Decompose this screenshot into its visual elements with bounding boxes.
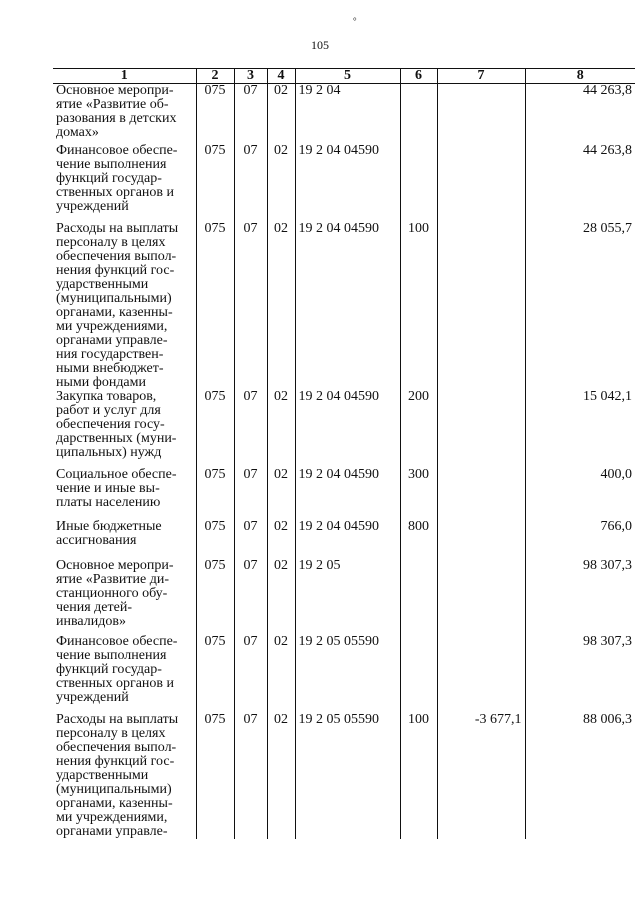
row-name-line: органами, казенны- bbox=[56, 795, 173, 811]
row-name-line: Основное меропри- bbox=[56, 557, 174, 573]
row-name-line: разования в детских bbox=[56, 111, 177, 126]
row-name bbox=[53, 468, 196, 520]
table-row bbox=[53, 468, 635, 520]
cell-target-article: 19 2 04 bbox=[295, 84, 400, 144]
cell-change-amount bbox=[437, 390, 525, 468]
cell-section: 07 bbox=[234, 84, 267, 144]
row-name-line: чение выполнения bbox=[56, 156, 167, 172]
row-name-line: обеспечения выпол- bbox=[56, 248, 177, 264]
cell-expense-type: 200 bbox=[400, 390, 437, 468]
cell-change-amount bbox=[437, 222, 525, 390]
row-name-line: Социальное обеспе- bbox=[56, 466, 177, 482]
table-header-row bbox=[53, 69, 635, 84]
cell-subsection: 02 bbox=[267, 144, 295, 222]
cell-expense-type: 800 bbox=[400, 520, 437, 559]
cell-expense-type: 100 bbox=[400, 713, 437, 839]
cell-total-amount: 98 307,3 bbox=[525, 559, 635, 635]
row-name-line: функций государ- bbox=[56, 170, 162, 186]
cell-change-amount bbox=[437, 144, 525, 222]
table-row bbox=[53, 520, 635, 559]
row-name bbox=[53, 635, 196, 713]
cell-section: 07 bbox=[234, 390, 267, 468]
cell-admin-code: 075 bbox=[196, 222, 234, 390]
cell-total-amount: 88 006,3 bbox=[525, 713, 635, 839]
cell-expense-type bbox=[400, 144, 437, 222]
row-name bbox=[53, 520, 196, 559]
cell-section: 07 bbox=[234, 222, 267, 390]
cell-subsection: 02 bbox=[267, 222, 295, 390]
table-body bbox=[53, 84, 635, 839]
row-name-line: учреждений bbox=[56, 689, 129, 705]
row-name-line: обеспечения выпол- bbox=[56, 739, 177, 755]
page-mark: ° bbox=[353, 16, 357, 26]
table-row bbox=[53, 713, 635, 839]
row-name bbox=[53, 84, 196, 144]
cell-subsection: 02 bbox=[267, 713, 295, 839]
row-name-line: органами, казенны- bbox=[56, 304, 173, 320]
row-name-line: Расходы на выплаты bbox=[56, 220, 179, 236]
cell-expense-type bbox=[400, 84, 437, 144]
row-name-line: ятие «Развитие ди- bbox=[56, 571, 169, 587]
row-name-line: органами управле- bbox=[56, 823, 168, 839]
row-name-line: органами управле- bbox=[56, 332, 168, 348]
row-name-line: платы населению bbox=[56, 494, 161, 510]
row-name-line: чения детей- bbox=[56, 599, 133, 615]
row-name-line: ными фондами bbox=[56, 374, 147, 390]
cell-total-amount: 98 307,3 bbox=[525, 635, 635, 713]
row-name-line: дарственных (муни- bbox=[56, 430, 177, 446]
table-row bbox=[53, 222, 635, 390]
table-row bbox=[53, 390, 635, 468]
cell-section: 07 bbox=[234, 144, 267, 222]
page-number: 105 bbox=[311, 38, 329, 52]
cell-target-article: 19 2 04 04590 bbox=[295, 222, 400, 390]
row-name-line: домах» bbox=[56, 125, 99, 140]
cell-total-amount: 15 042,1 bbox=[525, 390, 635, 468]
table-row bbox=[53, 635, 635, 713]
row-name-line: ударственными bbox=[56, 767, 149, 783]
row-name-line: ственных органов и bbox=[56, 184, 175, 200]
row-name bbox=[53, 713, 196, 839]
row-name-line: персоналу в целях bbox=[56, 234, 166, 250]
cell-section: 07 bbox=[234, 559, 267, 635]
cell-subsection: 02 bbox=[267, 390, 295, 468]
cell-section: 07 bbox=[234, 713, 267, 839]
cell-subsection: 02 bbox=[267, 468, 295, 520]
row-name-line: нения функций гос- bbox=[56, 753, 175, 769]
cell-target-article: 19 2 05 05590 bbox=[295, 713, 400, 839]
column-header-8: 8 bbox=[525, 69, 635, 84]
cell-section: 07 bbox=[234, 468, 267, 520]
cell-admin-code: 075 bbox=[196, 144, 234, 222]
column-header-4: 4 bbox=[267, 69, 295, 84]
row-name-line: нения функций гос- bbox=[56, 262, 175, 278]
cell-target-article: 19 2 04 04590 bbox=[295, 520, 400, 559]
row-name-line: (муниципальными) bbox=[56, 290, 172, 306]
row-name-line: инвалидов» bbox=[56, 613, 126, 629]
cell-admin-code: 075 bbox=[196, 713, 234, 839]
row-name-line: чение и иные вы- bbox=[56, 480, 160, 496]
row-name-line: ными внебюджет- bbox=[56, 360, 164, 376]
row-name-line: ударственными bbox=[56, 276, 149, 292]
budget-table bbox=[53, 68, 635, 839]
row-name-line: ственных органов и bbox=[56, 675, 175, 691]
cell-subsection: 02 bbox=[267, 559, 295, 635]
cell-total-amount: 44 263,8 bbox=[525, 144, 635, 222]
cell-subsection: 02 bbox=[267, 84, 295, 144]
row-name-line: персоналу в целях bbox=[56, 725, 166, 741]
row-name-line: ния государствен- bbox=[56, 346, 164, 362]
cell-target-article: 19 2 04 04590 bbox=[295, 390, 400, 468]
cell-expense-type: 300 bbox=[400, 468, 437, 520]
row-name-line: ми учреждениями, bbox=[56, 809, 168, 825]
cell-total-amount: 28 055,7 bbox=[525, 222, 635, 390]
column-header-2: 2 bbox=[196, 69, 234, 84]
cell-change-amount: -3 677,1 bbox=[437, 713, 525, 839]
column-header-5: 5 bbox=[295, 69, 400, 84]
cell-admin-code: 075 bbox=[196, 559, 234, 635]
row-name-line: ятие «Развитие об- bbox=[56, 97, 169, 112]
row-name-line: Основное меропри- bbox=[56, 83, 174, 98]
cell-section: 07 bbox=[234, 520, 267, 559]
cell-total-amount: 400,0 bbox=[525, 468, 635, 520]
cell-change-amount bbox=[437, 635, 525, 713]
row-name bbox=[53, 144, 196, 222]
cell-admin-code: 075 bbox=[196, 84, 234, 144]
column-header-7: 7 bbox=[437, 69, 525, 84]
column-header-1: 1 bbox=[53, 69, 196, 84]
cell-admin-code: 075 bbox=[196, 635, 234, 713]
row-name bbox=[53, 222, 196, 390]
row-name-line: станционного обу- bbox=[56, 585, 168, 601]
row-name-line: ми учреждениями, bbox=[56, 318, 168, 334]
cell-total-amount: 44 263,8 bbox=[525, 84, 635, 144]
cell-target-article: 19 2 05 bbox=[295, 559, 400, 635]
cell-change-amount bbox=[437, 468, 525, 520]
row-name bbox=[53, 390, 196, 468]
row-name-line: Финансовое обеспе- bbox=[56, 142, 178, 158]
row-name-line: работ и услуг для bbox=[56, 402, 161, 418]
row-name-line: чение выполнения bbox=[56, 647, 167, 663]
cell-subsection: 02 bbox=[267, 520, 295, 559]
row-name-line: учреждений bbox=[56, 198, 129, 214]
row-name-line: Финансовое обеспе- bbox=[56, 633, 178, 649]
cell-target-article: 19 2 04 04590 bbox=[295, 468, 400, 520]
cell-target-article: 19 2 05 05590 bbox=[295, 635, 400, 713]
cell-change-amount bbox=[437, 559, 525, 635]
row-name bbox=[53, 559, 196, 635]
table-row bbox=[53, 84, 635, 144]
row-name-line: ассигнования bbox=[56, 532, 137, 548]
cell-change-amount bbox=[437, 84, 525, 144]
row-name-line: Расходы на выплаты bbox=[56, 711, 179, 727]
row-name-line: (муниципальными) bbox=[56, 781, 172, 797]
row-name-line: ципальных) нужд bbox=[56, 444, 162, 460]
row-name-line: Иные бюджетные bbox=[56, 518, 162, 534]
row-name-line: обеспечения госу- bbox=[56, 416, 165, 432]
cell-expense-type: 100 bbox=[400, 222, 437, 390]
cell-expense-type bbox=[400, 559, 437, 635]
cell-total-amount: 766,0 bbox=[525, 520, 635, 559]
cell-target-article: 19 2 04 04590 bbox=[295, 144, 400, 222]
cell-admin-code: 075 bbox=[196, 390, 234, 468]
cell-change-amount bbox=[437, 520, 525, 559]
cell-subsection: 02 bbox=[267, 635, 295, 713]
row-name-line: Закупка товаров, bbox=[56, 388, 157, 404]
table-row bbox=[53, 144, 635, 222]
row-name-line: функций государ- bbox=[56, 661, 162, 677]
cell-admin-code: 075 bbox=[196, 520, 234, 559]
column-header-6: 6 bbox=[400, 69, 437, 84]
column-header-3: 3 bbox=[234, 69, 267, 84]
cell-admin-code: 075 bbox=[196, 468, 234, 520]
table-row bbox=[53, 559, 635, 635]
cell-section: 07 bbox=[234, 635, 267, 713]
cell-expense-type bbox=[400, 635, 437, 713]
